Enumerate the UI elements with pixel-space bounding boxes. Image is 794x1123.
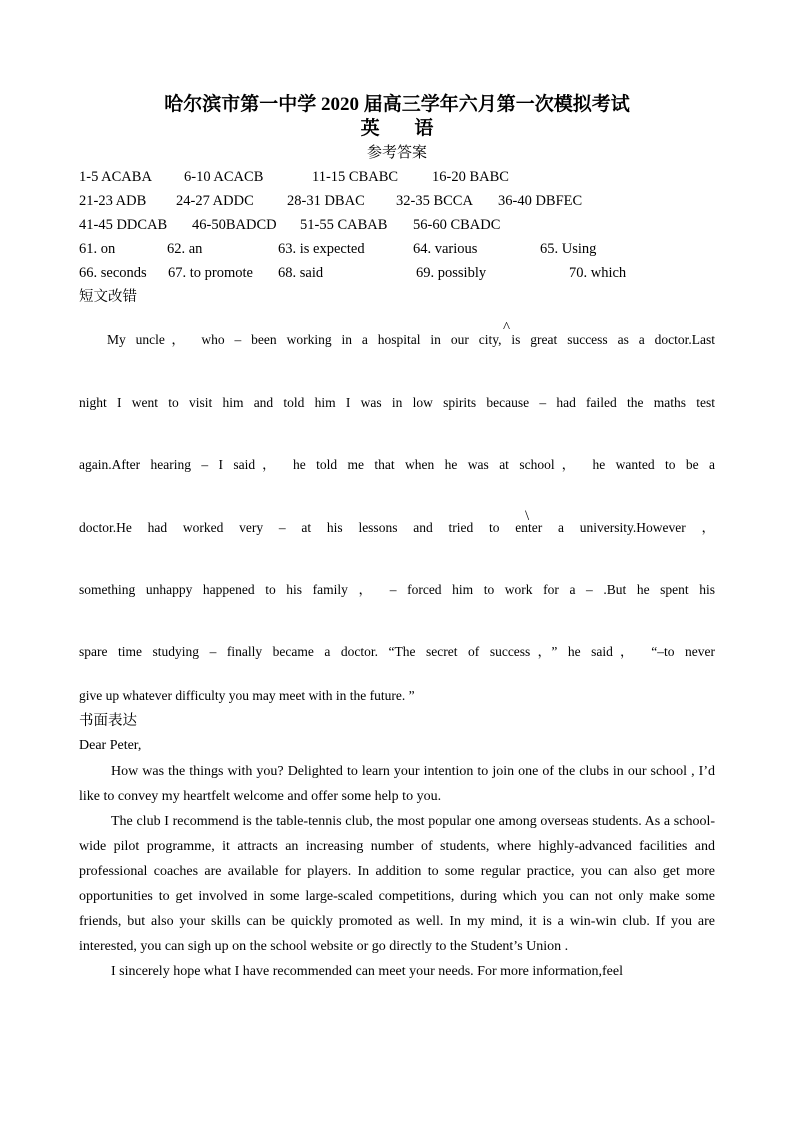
correction-line: again.After hearing – I said， he told me that when he was at school， he wanted to be a (79, 457, 715, 472)
letter-paragraph: The club I recommend is the table-tennis club, the most popular one among overseas students. As a school-wide pilot programme, it attracts an increasing number of students, where highly-advanced facilities and professional coaches are available for players. In addition to some regular practice, you can also get more opportunities to get involved in some large-scaled competitions, during which you can not only make some friends, but also your skills can be quickly promoted as well. In my mind, it is a win-win club. If you are interested, you can sigh up on the school website or go directly to the Student’s Union . (79, 814, 715, 954)
answer-item: 68. said (278, 265, 324, 281)
exam-title: 哈尔滨市第一中学 2020 届高三学年六月第一次模拟考试 (164, 94, 630, 115)
correction-line: My uncle， who – been working in a hospital in our city, is great success as a doctor.Last (107, 332, 715, 347)
answer-item: 66. seconds (79, 265, 147, 281)
answer-item: 70. which (569, 265, 627, 281)
answer-item: 56-60 CBADC (413, 217, 501, 233)
answer-item: 63. is expected (278, 241, 365, 257)
letter-paragraph: I sincerely hope what I have recommended can meet your needs. For more information,feel (111, 964, 623, 979)
letter-salutation: Dear Peter, (79, 738, 142, 753)
delete-mark-icon: \ (525, 508, 530, 524)
answer-item: 61. on (79, 241, 116, 257)
answer-item: 28-31 DBAC (287, 193, 365, 209)
answer-item: 11-15 CBABC (312, 169, 399, 185)
answer-item: 24-27 ADDC (176, 193, 254, 209)
answer-item: 46-50BADCD (192, 217, 277, 233)
answer-item: 32-35 BCCA (396, 193, 473, 209)
correction-line: something unhappy happened to his family ， – forced him to work for a – .But he spent his (79, 582, 715, 597)
answer-item: 41-45 DDCAB (79, 217, 168, 233)
section-heading-correction: 短文改错 (79, 289, 137, 305)
letter-body (79, 759, 715, 984)
subject-title: 英 语 (360, 118, 434, 139)
answer-item: 64. various (413, 241, 478, 257)
answer-item: 67. to promote (168, 265, 253, 281)
answer-item: 36-40 DBFEC (498, 193, 583, 209)
insert-mark-icon: ^ (503, 320, 511, 336)
reference-answers-label: 参考答案 (366, 143, 427, 161)
answer-item: 6-10 ACACB (184, 169, 264, 185)
answer-item: 62. an (167, 241, 203, 257)
correction-line: night I went to visit him and told him I was in low spirits because – had failed the maths test (79, 395, 715, 410)
answer-item: 1-5 ACABA (79, 169, 152, 185)
correction-line: give up whatever difficulty you may meet with in the future. ” (79, 688, 415, 703)
answer-item: 69. possibly (416, 265, 487, 281)
correction-line: doctor.He had worked very – at his lessons and tried to enter a university.However ， (79, 520, 715, 535)
correction-line: spare time studying – finally became a doctor. “The secret of success，” he said， “–to never (79, 644, 715, 659)
answer-item: 16-20 BABC (432, 169, 509, 185)
answer-item: 21-23 ADB (79, 193, 147, 209)
letter-paragraph: How was the things with you? Delighted to learn your intention to join one of the clubs in our school , I’d like to convey my heartfelt welcome and offer some help to you. (79, 764, 715, 804)
answer-item: 65. Using (540, 241, 597, 257)
section-heading-writing: 书面表达 (79, 713, 137, 729)
answer-item: 51-55 CABAB (300, 217, 388, 233)
